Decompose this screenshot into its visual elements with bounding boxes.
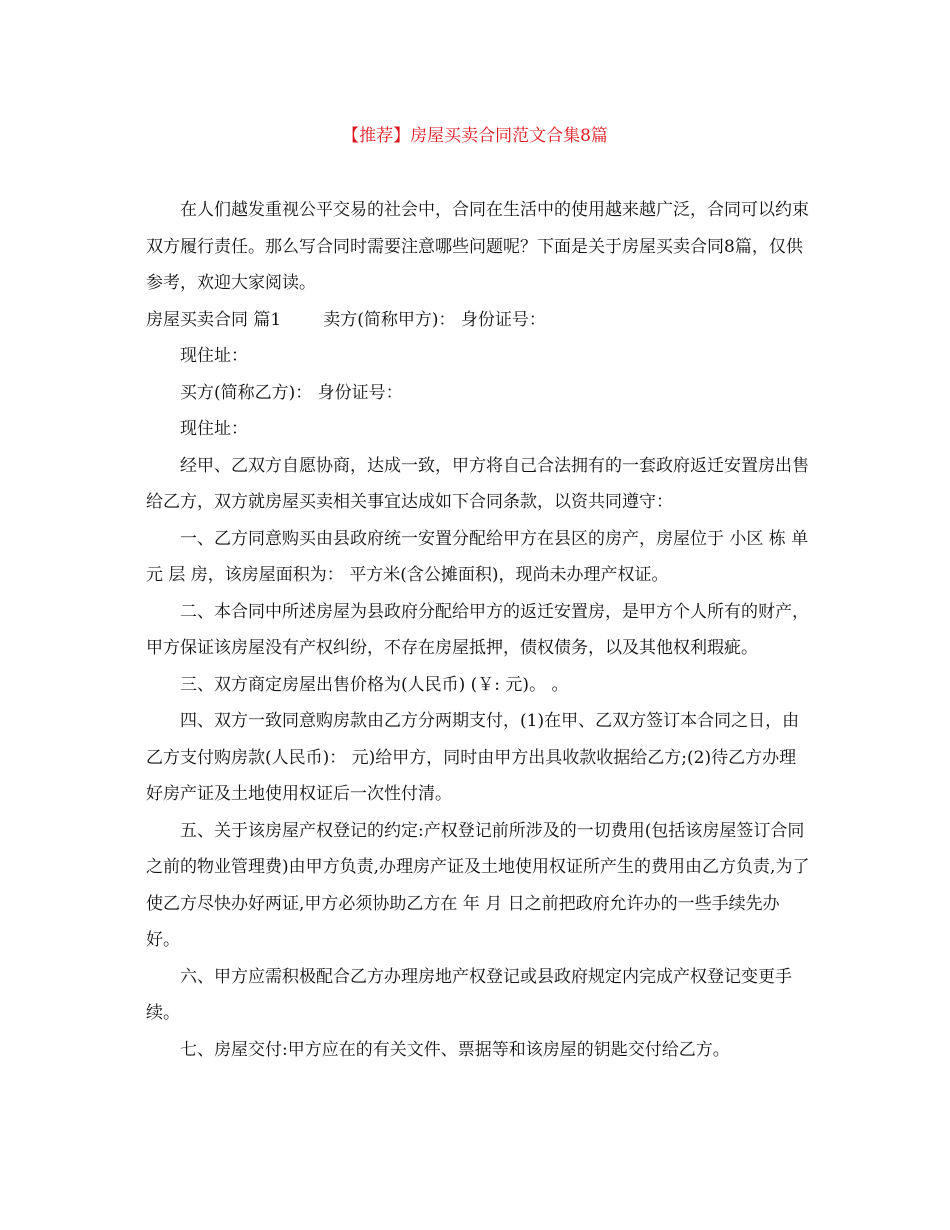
seller-address: 现住址： — [180, 346, 248, 366]
intro-paragraph: 在人们越发重视公平交易的社会中，合同在生活中的使用越来越广泛，合同可以约束双方履行责任。那么写合同时需要注意哪些问题呢？下面是关于房屋买卖合同8篇，仅供参考，欢迎大家阅读。 — [146, 200, 809, 293]
contract-heading-label: 房屋买卖合同 篇1 — [146, 309, 282, 330]
clause-4: 四、双方一致同意购房款由乙方分两期支付，(1)在甲、乙双方签订本合同之日，由乙方支付购房款(人民币)： 元)给甲方，同时由甲方出具收款收据给乙方;(2)待乙方办理好房产证及土地使用权证后一次性付清。 — [146, 711, 800, 804]
buyer-line: 买方(简称乙方)： 身份证号： — [180, 382, 403, 403]
seller-line: 卖方(简称甲方)： 身份证号： — [323, 309, 546, 330]
clause-5: 五、关于该房屋产权登记的约定:产权登记前所涉及的一切费用(包括该房屋签订合同之前的物业管理费)由甲方负责,办理房产证及土地使用权证所产生的费用由乙方负责,为了使乙方尽快办好两证,甲方必须协助乙方在 年 月 日之前把政府允许办的一些手续先办好。 — [146, 820, 810, 950]
clause-1: 一、乙方同意购买由县政府统一安置分配给甲方在县区的房产，房屋位于 小区 栋 单元 层 房，该房屋面积为： 平方米(含公摊面积)，现尚未办理产权证。 — [146, 528, 809, 585]
contract-heading — [146, 302, 810, 339]
clause-2: 二、本合同中所述房屋为县政府分配给甲方的返迁安置房，是甲方个人所有的财产，甲方保证该房屋没有产权纠纷，不存在房屋抵押，债权债务，以及其他权利瑕疵。 — [146, 601, 809, 658]
document-title: 【推荐】房屋买卖合同范文合集8篇 — [342, 126, 608, 146]
clause-6: 六、甲方应需积极配合乙方办理房地产权登记或县政府规定内完成产权登记变更手续。 — [146, 966, 792, 1023]
preamble-paragraph: 经甲、乙双方自愿协商，达成一致，甲方将自己合法拥有的一套政府返迁安置房出售给乙方，双方就房屋买卖相关事宜达成如下合同条款，以资共同遵守： — [146, 455, 809, 512]
document-body — [146, 192, 810, 1068]
clause-7: 七、房屋交付:甲方应在的有关文件、票据等和该房屋的钥匙交付给乙方。 — [180, 1039, 730, 1060]
clause-3: 三、双方商定房屋出售价格为(人民币) (￥: 元)。 。 — [180, 674, 569, 695]
buyer-address: 现住址： — [180, 419, 248, 439]
